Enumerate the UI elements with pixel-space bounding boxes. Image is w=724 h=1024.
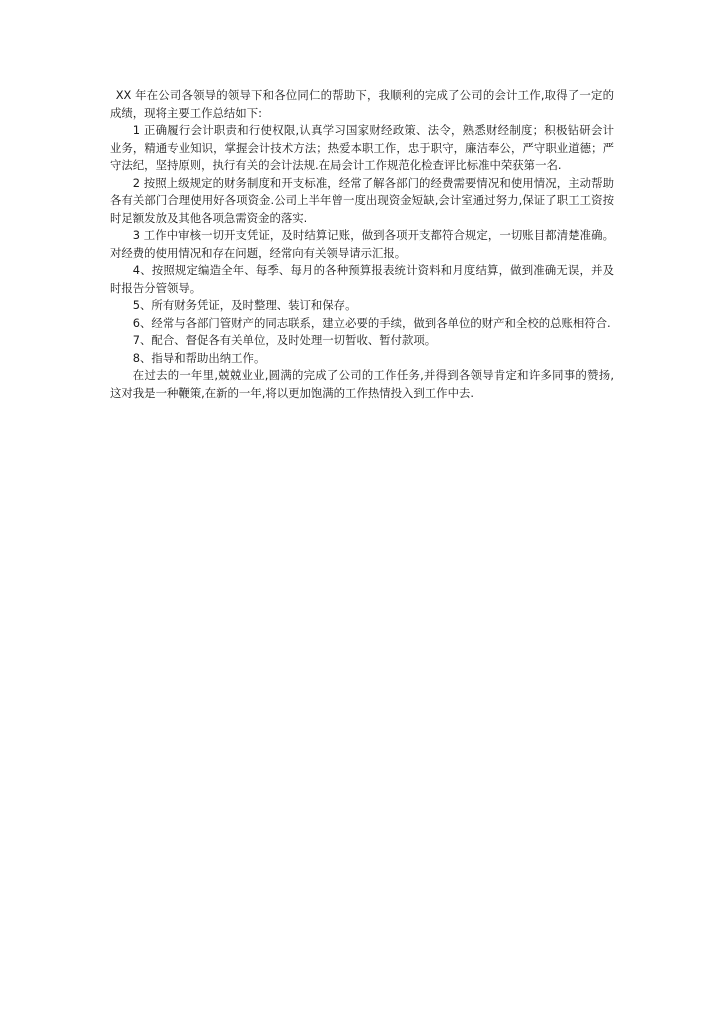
item-1-paragraph: 1 正确履行会计职责和行使权限,认真学习国家财经政策、法令，熟悉财经制度；积极钻研会计业务，精通专业知识，掌握会计技术方法；热爱本职工作，忠于职守，廉洁奉公，严守职业道德；严守法纪，坚持原则，执行有关的会计法规.在局会计工作规范化检查评比标准中荣获第一名. — [110, 123, 614, 172]
closing-paragraph: 在过去的一年里,兢兢业业,圆满的完成了公司的工作任务,并得到各领导肯定和许多同事的赞扬,这对我是一种鞭策,在新的一年,将以更加饱满的工作热情投入到工作中去. — [110, 368, 614, 400]
document-page — [110, 87, 614, 402]
item-8-paragraph: 8、指导和帮助出纳工作。 — [132, 350, 266, 365]
item-7-paragraph: 7、配合、督促各有关单位，及时处理一切暂收、暂付款项。 — [132, 333, 437, 347]
intro-paragraph: XX 年在公司各领导的领导下和各位同仁的帮助下，我顺利的完成了公司的会计工作,取得了一定的成绩，现将主要工作总结如下: — [110, 88, 614, 120]
item-3-paragraph: 3 工作中审核一切开支凭证，及时结算记账，做到各项开支都符合规定，一切账目都清楚准确。对经费的使用情况和存在问题，经常向有关领导请示汇报。 — [110, 228, 614, 260]
item-5-paragraph: 5、所有财务凭证，及时整理、装订和保存。 — [132, 298, 357, 312]
item-6-paragraph: 6、经常与各部门管财产的同志联系，建立必要的手续，做到各单位的财产和全校的总账相符合. — [132, 315, 611, 330]
item-4-paragraph: 4、按照规定编造全年、每季、每月的各种预算报表统计资料和月度结算，做到准确无误，并及时报告分管领导。 — [110, 263, 614, 295]
item-2-paragraph: 2 按照上级规定的财务制度和开支标准，经常了解各部门的经费需要情况和使用情况，主动帮助各有关部门合理使用好各项资金.公司上半年曾一度出现资金短缺,会计室通过努力,保证了职工工资按时足额发放及其他各项急需资金的落实. — [110, 175, 614, 225]
